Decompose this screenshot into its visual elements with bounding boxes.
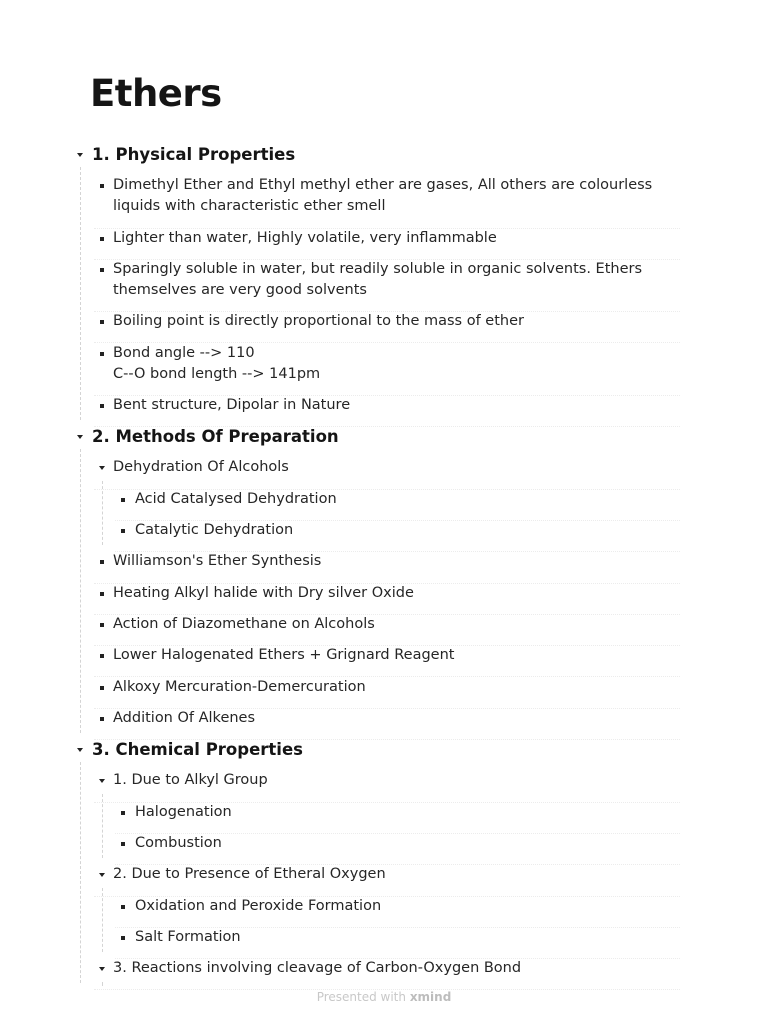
bullet-icon bbox=[119, 527, 128, 536]
outline-item[interactable] bbox=[115, 896, 680, 928]
collapse-caret-icon[interactable] bbox=[98, 965, 107, 974]
item-label: Heating Alkyl halide with Dry silver Oxide bbox=[113, 584, 414, 601]
item-label: Action of Diazomethane on Alcohols bbox=[113, 615, 375, 632]
bullet-icon bbox=[98, 349, 107, 358]
item-label: Halogenation bbox=[135, 803, 232, 820]
item-label: Addition Of Alkenes bbox=[113, 709, 256, 726]
outline-item[interactable] bbox=[94, 677, 680, 709]
outline-item[interactable] bbox=[94, 259, 680, 312]
indent-guide bbox=[80, 762, 81, 983]
item-label: Boiling point is directly proportional to the mass of ether bbox=[113, 313, 524, 330]
item-label: Williamson's Ether Synthesis bbox=[113, 553, 322, 570]
item-label: Dimethyl Ether and Ethyl methyl ether are gases, All others are colourless liquids with characteristic ether smell bbox=[113, 177, 653, 215]
collapse-caret-icon[interactable] bbox=[76, 433, 85, 442]
item-label: Lighter than water, Highly volatile, very inflammable bbox=[113, 229, 497, 246]
outline-topic[interactable] bbox=[72, 426, 680, 457]
item-label: Alkoxy Mercuration-Demercuration bbox=[113, 678, 366, 695]
bullet-icon bbox=[98, 683, 107, 692]
outline-item[interactable] bbox=[115, 489, 680, 521]
bullet-icon bbox=[98, 318, 107, 327]
outline-item[interactable] bbox=[94, 457, 680, 489]
item-label: Oxidation and Peroxide Formation bbox=[135, 897, 382, 914]
outline-item[interactable] bbox=[94, 614, 680, 646]
collapse-caret-icon[interactable] bbox=[98, 464, 107, 473]
collapse-caret-icon[interactable] bbox=[76, 746, 85, 755]
indent-guide bbox=[102, 888, 103, 953]
outline-item[interactable] bbox=[94, 645, 680, 677]
outline-item[interactable] bbox=[94, 958, 680, 990]
item-label: Dehydration Of Alcohols bbox=[113, 459, 289, 476]
footer-prefix: Presented with bbox=[316, 990, 406, 1004]
outline-item[interactable] bbox=[94, 311, 680, 343]
bullet-icon bbox=[119, 808, 128, 817]
item-label: 2. Methods Of Preparation bbox=[92, 427, 339, 447]
indent-guide bbox=[102, 794, 103, 859]
outline-item[interactable] bbox=[94, 228, 680, 260]
outline-item[interactable] bbox=[94, 395, 680, 427]
item-label: Sparingly soluble in water, but readily soluble in organic solvents. Ethers themselves are very good solvents bbox=[113, 260, 643, 298]
bullet-icon bbox=[98, 714, 107, 723]
outline-item[interactable] bbox=[94, 551, 680, 583]
item-label: 3. Reactions involving cleavage of Carbon-Oxygen Bond bbox=[113, 960, 522, 977]
bullet-icon bbox=[119, 495, 128, 504]
bullet-icon bbox=[98, 589, 107, 598]
bullet-icon bbox=[119, 902, 128, 911]
collapse-caret-icon[interactable] bbox=[98, 777, 107, 786]
item-label: Bent structure, Dipolar in Nature bbox=[113, 396, 351, 413]
item-label: Combustion bbox=[135, 835, 222, 851]
item-label: Acid Catalysed Dehydration bbox=[135, 490, 337, 507]
outline-item[interactable] bbox=[94, 864, 680, 896]
item-label: 2. Due to Presence of Etheral Oxygen bbox=[113, 866, 386, 883]
document-title: Ethers bbox=[90, 72, 222, 115]
outline-item[interactable] bbox=[94, 770, 680, 802]
indent-guide bbox=[80, 167, 81, 420]
outline-item[interactable] bbox=[94, 175, 680, 228]
item-label: 1. Physical Properties bbox=[92, 145, 296, 164]
item-label: Catalytic Dehydration bbox=[135, 522, 294, 538]
item-label: 1. Due to Alkyl Group bbox=[113, 772, 268, 789]
indent-guide bbox=[80, 449, 81, 733]
bullet-icon bbox=[98, 652, 107, 661]
outline-item[interactable] bbox=[94, 708, 680, 740]
outline-item[interactable] bbox=[115, 927, 680, 959]
bullet-icon bbox=[98, 558, 107, 567]
xmind-logo: xmind bbox=[409, 990, 452, 1004]
outline-topic[interactable] bbox=[72, 144, 680, 175]
bullet-icon bbox=[98, 401, 107, 410]
collapse-caret-icon[interactable] bbox=[98, 871, 107, 880]
bullet-icon bbox=[98, 182, 107, 191]
bullet-icon bbox=[119, 933, 128, 942]
bullet-icon bbox=[98, 620, 107, 629]
item-label: Lower Halogenated Ethers + Grignard Reagent bbox=[113, 647, 455, 664]
item-label: 3. Chemical Properties bbox=[92, 740, 303, 760]
outline-item[interactable] bbox=[94, 583, 680, 615]
item-label: Salt Formation bbox=[135, 928, 241, 945]
outline-item[interactable] bbox=[115, 802, 680, 834]
outline-item[interactable] bbox=[115, 520, 680, 552]
bullet-icon bbox=[98, 265, 107, 274]
indent-guide bbox=[102, 481, 103, 546]
outline-item[interactable] bbox=[115, 833, 680, 865]
outline-item[interactable] bbox=[94, 343, 680, 396]
bullet-icon bbox=[119, 840, 128, 849]
item-label: Bond angle --> 110 C--O bond length --> 141pm bbox=[113, 344, 321, 382]
collapse-caret-icon[interactable] bbox=[76, 151, 85, 160]
bullet-icon bbox=[98, 234, 107, 243]
outline-topic[interactable] bbox=[72, 739, 680, 770]
footer bbox=[0, 990, 768, 1004]
